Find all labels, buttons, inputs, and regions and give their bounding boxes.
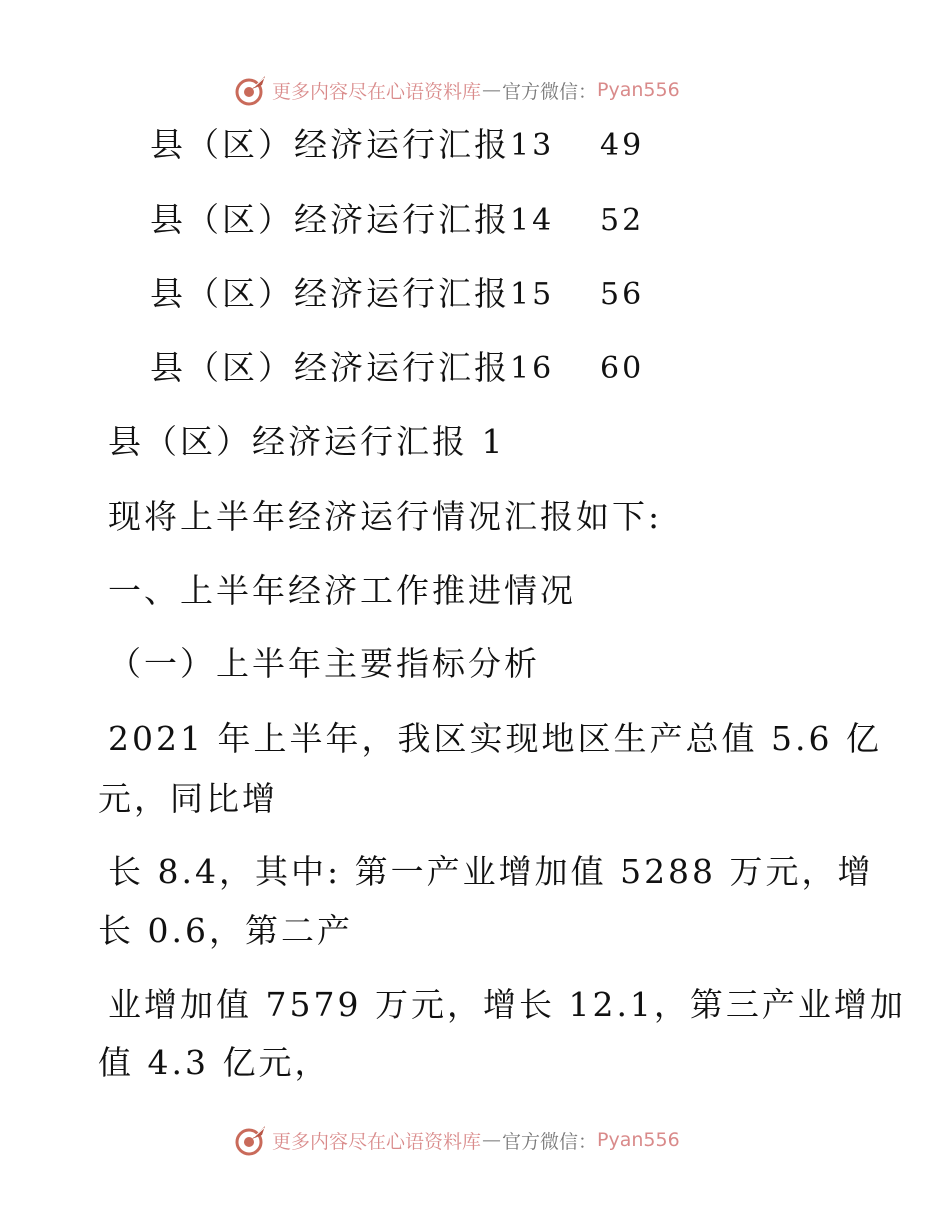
toc-entry-label: 县（区）经济运行汇报 — [150, 200, 510, 239]
header-watermark — [234, 72, 680, 108]
paragraph-line: 2021 年上半年，我区实现地区生产总值 5.6 亿 — [108, 719, 882, 758]
toc-entry-number: 16 — [510, 351, 555, 386]
intro-paragraph: 现将上半年经济运行情况汇报如下: — [108, 497, 663, 536]
toc-entry-label: 县（区）经济运行汇报 — [150, 274, 510, 313]
watermark-text: 更多内容尽在心语资料库 — [272, 1130, 482, 1153]
watermark-dash: — — [482, 79, 502, 101]
watermark-dash: — — [482, 1129, 502, 1151]
toc-entry-page: 52 — [600, 203, 645, 238]
toc-entry-label: 县（区）经济运行汇报 — [150, 348, 510, 387]
watermark-official-label: 官方微信： — [502, 1130, 598, 1153]
toc-entry-number: 14 — [510, 203, 555, 238]
quill-logo-icon — [234, 73, 268, 107]
watermark-wechat-id: Pyan556 — [597, 79, 680, 101]
watermark-official-label: 官方微信： — [502, 80, 598, 103]
paragraph-line: 值 4.3 亿元， — [98, 1043, 331, 1082]
subsection-heading: （一）上半年主要指标分析 — [108, 644, 540, 683]
toc-entry-page: 60 — [600, 351, 645, 386]
paragraph-line: 长 0.6，第二产 — [98, 911, 353, 950]
watermark-wechat-id: Pyan556 — [597, 1129, 680, 1151]
toc-entry-number: 15 — [510, 277, 555, 312]
toc-entry-label: 县（区）经济运行汇报 — [150, 125, 510, 164]
toc-entry-page: 49 — [600, 128, 645, 163]
quill-logo-icon — [234, 1123, 268, 1157]
watermark-text: 更多内容尽在心语资料库 — [272, 80, 482, 103]
section-heading: 一、上半年经济工作推进情况 — [108, 571, 576, 610]
paragraph-line: 长 8.4，其中: 第一产业增加值 5288 万元，增 — [108, 852, 874, 891]
paragraph-line: 业增加值 7579 万元，增长 12.1，第三产业增加 — [108, 985, 906, 1024]
toc-entry-number: 13 — [510, 128, 555, 163]
footer-watermark — [234, 1122, 680, 1158]
toc-entry-page: 56 — [600, 277, 645, 312]
document-title: 县（区）经济运行汇报 1 — [108, 422, 506, 461]
paragraph-line: 元，同比增 — [98, 779, 278, 818]
